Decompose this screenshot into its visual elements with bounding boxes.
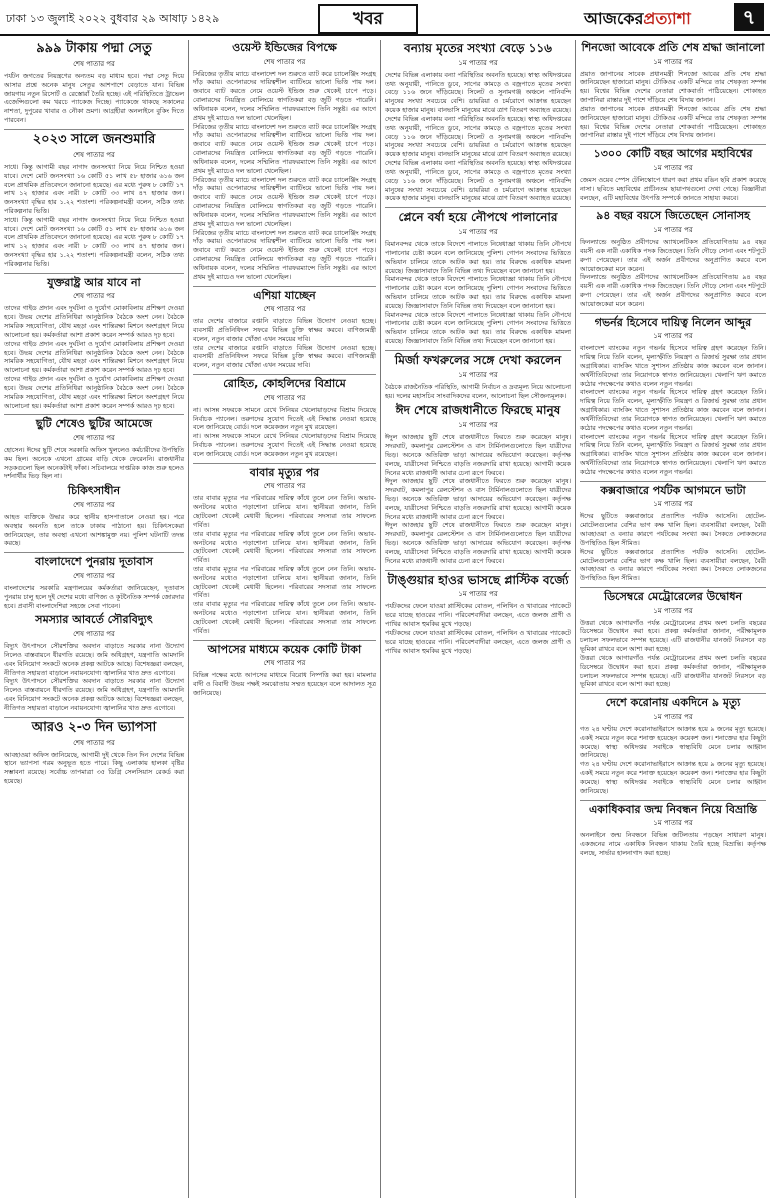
story-body: ঈদুল আজহার ছুটি শেষে রাজধানীতে ফিরতে শুরু করেছেন মানুষ। সদরঘাট, কমলাপুর রেলস্টেশন ও বাস টার্মিনালগুলোতে ছিল যাত্রীদের ভিড়। অনেকে অতিরিক্ত ভাড়া আদায়ের অভিযোগ করেছেন। কর্তৃপক্ষ বলছে, যাত্রীসেবা নিশ্চিতে বাড়তি নজরদারি রাখা হয়েছে। আগামী কয়েক দিনের মধ্যে রাজধানী আবার চেনা রূপে ফিরবে।: [385, 521, 571, 565]
headline: মির্জা ফখরুলের সঙ্গে দেখা করলেন: [394, 352, 562, 367]
story-separator: [580, 313, 766, 314]
byline: শেষ পাতার পর: [263, 305, 306, 314]
story-mirza: [385, 354, 571, 400]
story-body: আহত ব্যক্তিকে উদ্ধার করে স্থানীয় হাসপাতালে নেওয়া হয়। পরে অবস্থার অবনতি হলে তাকে ঢাকায় পাঠানো হয়। চিকিৎসকেরা জানিয়েছেন, তার অবস্থা এখনো আশঙ্কামুক্ত নয়। পুলিশ ঘটনাটি তদন্ত করছে।: [4, 512, 184, 548]
story-body: বিদ্যুৎ উৎপাদনে সৌরশক্তির অবদান বাড়াতে সরকার নানা উদ্যোগ নিলেও বাস্তবায়নে ধীরগতি রয়েছে। জমি অধিগ্রহণ, যন্ত্রপাতি আমদানি এবং বিনিয়োগ সংকটে অনেক প্রকল্প আটকে আছে। বিশেষজ্ঞরা বলছেন, নীতিগত সহায়তা বাড়ালে নবায়নযোগ্য জ্বালানির খাত দ্রুত এগোবে।: [4, 642, 185, 677]
story-body: না। আসন্ন সফরকে সামনে রেখে সিনিয়র খেলোয়াড়দের বিশ্রাম দিয়েছে নির্বাচক প্যানেল। তরুণদের সুযোগ দিতেই এই সিদ্ধান্ত নেওয়া হয়েছে বলে জানিয়েছে বোর্ড। দলে কয়েকজন নতুন মুখ রয়েছেন।: [193, 432, 376, 458]
byline: ১ম পাতার পর: [653, 819, 693, 828]
byline: শেষ পাতার পর: [263, 659, 306, 668]
story-body: ঈদুল আজহার ছুটি শেষে রাজধানীতে ফিরতে শুরু করেছেন মানুষ। সদরঘাট, কমলাপুর রেলস্টেশন ও বাস টার্মিনালগুলোতে ছিল যাত্রীদের ভিড়। অনেকে অতিরিক্ত ভাড়া আদায়ের অভিযোগ করেছেন। কর্তৃপক্ষ বলছে, যাত্রীসেবা নিশ্চিতে বাড়তি নজরদারি রাখা হয়েছে। আগামী কয়েক দিনের মধ্যে রাজধানী আবার চেনা রূপে ফিরবে।: [385, 477, 571, 521]
page-header: [0, 0, 770, 36]
byline: শেষ পাতার পর: [73, 434, 115, 442]
story-body: জেমস ওয়েব স্পেস টেলিস্কোপে ধারণ করা প্রথম রঙিন ছবি প্রকাশ করেছে নাসা। ছবিতে মহাবিশ্বের প্রাচীনতম ছায়াপথগুলো দেখা গেছে। বিজ্ঞানীরা বলছেন, এটি মহাবিশ্বের উৎপত্তি সম্পর্কে জানতে সাহায্য করবে।: [580, 175, 766, 202]
story-rohit: [193, 378, 376, 459]
story-body: সিরিজের তৃতীয় ম্যাচে বাংলাদেশ দল শুরুতে ব্যাট করে চ্যালেঞ্জিং সংগ্রহ দাঁড় করায়। ওপেনারদের দায়িত্বশীল ব্যাটিংয়ে ভালো ভিত্তি পায় দল। জবাবে ব্যাট করতে নেমে ওয়েস্ট ইন্ডিজ শুরু থেকেই চাপে পড়ে। বোলারদের নিয়ন্ত্রিত বোলিংয়ে স্বাগতিকরা বড় জুটি গড়তে পারেনি। অধিনায়ক বলেন, দলের সম্মিলিত পারফরম্যান্সে তিনি সন্তুষ্ট। এর আগে প্রথম দুই ম্যাচেও দল ভালো খেলেছিল।: [193, 175, 376, 228]
headline: ওয়েস্ট ইন্ডিজের বিপক্ষে: [232, 41, 337, 54]
headline: বাবার মৃত্যুর পর: [249, 465, 320, 479]
story-bidyut: [4, 614, 184, 712]
headline: একাধিকবার জন্ম নিবন্ধন নিয়ে বিভ্রান্তি: [588, 802, 758, 816]
headline: ৯৯৯ টাকায় পদ্মা সেতু: [36, 41, 152, 56]
story-separator: [4, 129, 184, 130]
story-body: পর্যটকদের ফেলে যাওয়া প্লাস্টিকের বোতল, পলিথিন ও খাবারের প্যাকেটে ভরে যাচ্ছে হাওরের পানি। পরিবেশবাদীরা বলছেন, এতে জলজ প্রাণী ও পাখির আবাস হুমকির মুখে পড়ছে।: [385, 628, 571, 655]
story-metrorail: [580, 591, 766, 689]
story-eid: [385, 404, 571, 565]
story-plane: [385, 211, 571, 346]
story-body: তার বাবার মৃত্যুর পর পরিবারের দায়িত্ব কাঁধে তুলে নেন তিনি। অভাব-অনটনের মধ্যেও পড়াশোনা চালিয়ে যান। স্থানীয়রা জানান, তিনি ছোটবেলা থেকেই মেধাবী ছিলেন। পরিবারের সদস্যরা তার সাফল্যে গর্বিত।: [193, 600, 376, 635]
story-body: তার দেশের বাজারে রপ্তানি বাড়াতে বিভিন্ন উদ্যোগ নেওয়া হচ্ছে। ব্যবসায়ী প্রতিনিধিদল সফরে বিভিন্ন চুক্তি স্বাক্ষর করবে। বাণিজ্যমন্ত্রী বলেন, নতুন বাজার খোঁজা এখন সময়ের দাবি।: [193, 317, 376, 343]
column-2: [193, 40, 376, 702]
byline: ১ম পাতার পর: [458, 421, 498, 430]
story-separator: [193, 286, 376, 287]
column-divider: [380, 40, 381, 1198]
byline: শেষ পাতার পর: [73, 571, 115, 580]
byline: শেষ পাতার পর: [73, 59, 115, 68]
story-body: ফিনল্যান্ডে অনুষ্ঠিত প্রবীণদের অ্যাথলেটিকস প্রতিযোগিতায় ৯৪ বছর বয়সী এক নারী একাধিক পদক জিতেছেন। তিনি দৌড়ে সোনা এবং শটপুটে রুপা পেয়েছেন। তার এই অর্জন প্রবীণদের অনুপ্রাণিত করবে বলে আয়োজকেরা মনে করেন।: [580, 238, 766, 273]
story-body: না। আসন্ন সফরকে সামনে রেখে সিনিয়র খেলোয়াড়দের বিশ্রাম দিয়েছে নির্বাচক প্যানেল। তরুণদের সুযোগ দিতেই এই সিদ্ধান্ত নেওয়া হয়েছে বলে জানিয়েছে বোর্ড। দলে কয়েকজন নতুন মুখ রয়েছেন।: [193, 405, 376, 432]
story-padma: [4, 42, 184, 125]
story-body: দেশের বিভিন্ন এলাকায় বন্যা পরিস্থিতির অবনতি হয়েছে। স্বাস্থ্য অধিদপ্তরের তথ্য অনুযায়ী, পানিতে ডুবে, সাপের কামড়ে ও বজ্রপাতে মৃতের সংখ্যা বেড়ে ১১৬ জনে দাঁড়িয়েছে। সিলেট ও সুনামগঞ্জ অঞ্চলে পানিবন্দি মানুষের সংখ্যা সবচেয়ে বেশি। ডায়রিয়া ও চর্মরোগে আক্রান্ত হয়েছেন কয়েক হাজার মানুষ। বানভাসি মানুষের মাঝে ত্রাণ বিতরণ অব্যাহত রয়েছে।: [385, 70, 571, 115]
headline: এশিয়া যাচ্ছেন: [253, 288, 316, 302]
story-separator: [4, 717, 184, 718]
byline: শেষ পাতার পর: [73, 500, 115, 509]
story-separator: [580, 800, 766, 801]
story-body: বিমানবন্দর থেকে তাকে বিদেশে পালাতে নিষেধাজ্ঞা থাকায় তিনি নৌপথে পালানোর চেষ্টা করেন বলে জানিয়েছে পুলিশ। গোপন সংবাদের ভিত্তিতে অভিযান চালিয়ে তাকে আটক করা হয়। তার বিরুদ্ধে একাধিক মামলা রয়েছে। জিজ্ঞাসাবাদে তিনি বিভিন্ন তথ্য দিয়েছেন বলে জানানো হয়।: [385, 310, 571, 346]
story-separator: [580, 144, 766, 145]
story-body: প্রয়াত জাপানের সাবেক প্রধানমন্ত্রী শিনজো আবের প্রতি শেষ শ্রদ্ধা জানিয়েছেন হাজারো মানুষ। টোকিওর একটি মন্দিরে তার শেষকৃত্য সম্পন্ন হয়। বিশ্বের বিভিন্ন দেশের নেতারা শোকবার্তা পাঠিয়েছেন। শোকাহত জাপানিরা রাস্তার দুই পাশে দাঁড়িয়ে শেষ বিদায় জানান।: [580, 104, 766, 140]
story-body: তার দেশের বাজারে রপ্তানি বাড়াতে বিভিন্ন উদ্যোগ নেওয়া হচ্ছে। ব্যবসায়ী প্রতিনিধিদল সফরে বিভিন্ন চুক্তি স্বাক্ষর করবে। বাণিজ্যমন্ত্রী বলেন, নতুন বাজার খোঁজা এখন সময়ের দাবি।: [193, 343, 376, 370]
headline: আরও ২-৩ দিন ভ্যাপসা: [31, 719, 157, 735]
story-mahabishwa: [580, 148, 766, 202]
byline: শেষ পাতার পর: [73, 292, 115, 301]
story-body: তার বাবার মৃত্যুর পর পরিবারের দায়িত্ব কাঁধে তুলে নেন তিনি। অভাব-অনটনের মধ্যেও পড়াশোনা চালিয়ে যান। স্থানীয়রা জানান, তিনি ছোটবেলা থেকেই মেধাবী ছিলেন। পরিবারের সদস্যরা তার সাফল্যে গর্বিত।: [193, 529, 376, 565]
column-1: [4, 40, 184, 790]
story-body: সিরিজের তৃতীয় ম্যাচে বাংলাদেশ দল শুরুতে ব্যাট করে চ্যালেঞ্জিং সংগ্রহ দাঁড় করায়। ওপেনারদের দায়িত্বশীল ব্যাটিংয়ে ভালো ভিত্তি পায় দল। জবাবে ব্যাট করতে নেমে ওয়েস্ট ইন্ডিজ শুরু থেকেই চাপে পড়ে। বোলারদের নিয়ন্ত্রিত বোলিংয়ে স্বাগতিকরা বড় জুটি গড়তে পারেনি। অধিনায়ক বলেন, দলের সম্মিলিত পারফরম্যান্সে তিনি সন্তুষ্ট। এর আগে প্রথম দুই ম্যাচেও দল ভালো খেলেছিল।: [193, 122, 376, 175]
story-body: প্রয়াত জাপানের সাবেক প্রধানমন্ত্রী শিনজো আবের প্রতি শেষ শ্রদ্ধা জানিয়েছেন হাজারো মানুষ। টোকিওর একটি মন্দিরে তার শেষকৃত্য সম্পন্ন হয়। বিশ্বের বিভিন্ন দেশের নেতারা শোকবার্তা পাঠিয়েছেন। শোকাহত জাপানিরা রাস্তার দুই পাশে দাঁড়িয়ে শেষ বিদায় জানান।: [580, 69, 766, 105]
byline: ১ম পাতার পর: [458, 370, 498, 379]
story-body: গত ২৪ ঘণ্টায় দেশে করোনাভাইরাসে আক্রান্ত হয়ে ৯ জনের মৃত্যু হয়েছে। একই সময়ে নতুন করে শনাক্ত হয়েছেন কয়েকশ জন। শনাক্তের হার কিছুটা কমেছে। স্বাস্থ্য অধিদপ্তর সবাইকে স্বাস্থ্যবিধি মেনে চলার আহ্বান জানিয়েছে।: [580, 760, 766, 795]
headline: কক্সবাজারে পর্যটক আগমনে ভাটা: [600, 483, 746, 497]
story-shinzo: [580, 42, 766, 140]
story-body: সিরিজের তৃতীয় ম্যাচে বাংলাদেশ দল শুরুতে ব্যাট করে চ্যালেঞ্জিং সংগ্রহ দাঁড় করায়। ওপেনারদের দায়িত্বশীল ব্যাটিংয়ে ভালো ভিত্তি পায় দল। জবাবে ব্যাট করতে নেমে ওয়েস্ট ইন্ডিজ শুরু থেকেই চাপে পড়ে। বোলারদের নিয়ন্ত্রিত বোলিংয়ে স্বাগতিকরা বড় জুটি গড়তে পারেনি। অধিনায়ক বলেন, দলের সম্মিলিত পারফরম্যান্সে তিনি সন্তুষ্ট। এর আগে প্রথম দুই ম্যাচেও দল ভালো খেলেছিল।: [193, 69, 376, 122]
headline: যুক্তরাষ্ট্র আর যাবে না: [47, 275, 141, 289]
story-body: ঈদুল আজহার ছুটি শেষে রাজধানীতে ফিরতে শুরু করেছেন মানুষ। সদরঘাট, কমলাপুর রেলস্টেশন ও বাস টার্মিনালগুলোতে ছিল যাত্রীদের ভিড়। অনেকে অতিরিক্ত ভাড়া আদায়ের অভিযোগ করেছেন। কর্তৃপক্ষ বলছে, যাত্রীসেবা নিশ্চিতে বাড়তি নজরদারি রাখা হয়েছে। আগামী কয়েক দিনের মধ্যে রাজধানী আবার চেনা রূপে ফিরবে।: [385, 433, 571, 477]
byline: ১ম পাতার পর: [653, 163, 693, 172]
story-chhutir: [4, 418, 184, 481]
story-coxbazar: [580, 485, 766, 583]
column-divider: [575, 40, 576, 1198]
story-corona: [580, 697, 766, 795]
story-body: উত্তরা থেকে আগারগাঁও পর্যন্ত মেট্রোরেলের প্রথম অংশ চলতি বছরের ডিসেম্বরে উদ্বোধন করা হবে। প্রকল্প কর্মকর্তারা জানান, পরীক্ষামূলক চলাচল সফলভাবে সম্পন্ন হয়েছে। এটি রাজধানীর যানজট নিরসনে বড় ভূমিকা রাখবে বলে আশা করা হচ্ছে।: [580, 618, 766, 654]
byline: ১ম পাতার পর: [653, 332, 693, 341]
byline: শেষ পাতার পর: [263, 393, 306, 402]
byline: ১ম পাতার পর: [653, 606, 693, 615]
story-body: বৈঠকে রাজনৈতিক পরিস্থিতি, আগামী নির্বাচন ও দ্রব্যমূল্য নিয়ে আলোচনা হয়। দলের মহাসচিব সাংবাদিকদের বলেন, আলোচনা ছিল সৌজন্যমূলক।: [385, 382, 571, 400]
headline: সমস্যার আবর্তে সৌরবিদ্যুৎ: [35, 613, 153, 627]
story-separator: [580, 481, 766, 482]
story-separator: [580, 693, 766, 694]
story-body: অনলাইনে জন্ম নিবন্ধনে বিভিন্ন জটিলতায় পড়ছেন সাধারণ মানুষ। একজনের নামে একাধিক নিবন্ধন থাকায় তৈরি হচ্ছে বিভ্রান্তি। কর্তৃপক্ষ বলছে, সার্ভার হালনাগাদ করা হচ্ছে।: [580, 831, 766, 857]
newspaper-logo: [584, 6, 691, 33]
column-4: [580, 40, 766, 862]
section-title: খবর: [318, 4, 418, 34]
story-flood: [385, 42, 571, 203]
headline: গভর্নর হিসেবে দায়িত্ব নিলেন আব্দুর: [594, 315, 752, 329]
byline: ১ম পাতার পর: [458, 228, 498, 237]
story-body: সাধে। কিন্তু আগামী বছর নাগাদ জনসংখ্যা নিয়ে নিয়ে নিশ্চিত হওয়া যাবে। দেশে মোট জনসংখ্যা ১৬ কোটি ৫১ লাখ ৫৮ হাজার ৬১৬ জন বলে প্রাথমিক প্রতিবেদনে জানানো হয়েছে। এর মধ্যে পুরুষ ৮ কোটি ১৭ লাখ ১২ হাজার এবং নারী ৮ কোটি ৩৩ লাখ ৪৭ হাজার জন। জনসংখ্যা বৃদ্ধির হার ১.২২ শতাংশ। পরিকল্পনামন্ত্রী বলেন, সঠিক তথ্য পরিকল্পনার ভিত্তি।: [4, 215, 184, 268]
story-body: পর্যটকদের ফেলে যাওয়া প্লাস্টিকের বোতল, পলিথিন ও খাবারের প্যাকেটে ভরে যাচ্ছে হাওরের পানি। পরিবেশবাদীরা বলছেন, এতে জলজ প্রাণী ও পাখির আবাস হুমকির মুখে পড়ছে।: [385, 602, 571, 629]
issue-date: ঢাকা ১৩ জুলাই ২০২২ বুধবার ২৯ আষাঢ় ১৪২৯: [6, 12, 220, 25]
headline: চিকিৎসাধীন: [67, 484, 121, 498]
story-separator: [385, 570, 571, 571]
byline: ১ম পাতার পর: [653, 500, 693, 509]
headline: শিনজো আবেকে প্রতি শেষ শ্রদ্ধা জানালো: [581, 41, 765, 54]
story-body: হোসেন। ঈদের ছুটি শেষে সরকারি অফিস খুললেও কর্মচারীদের উপস্থিতি কম ছিল। অনেকে এখনো গ্রামের বাড়ি থেকে ফেরেননি। রাজধানীর সড়কগুলো ছিল অনেকটাই ফাঁকা। সচিবালয়ে দাপ্তরিক কাজ শুরু হলেও দর্শনার্থীর ভিড় ছিল না।: [4, 446, 184, 481]
story-body: তাদের গাইড প্রদান এবং দুর্ঘটনা ও দুর্যোগ মোকাবিলায় প্রশিক্ষণ দেওয়া হবে। উভয় দেশের প্রতিনিধিরা আনুষ্ঠানিক বৈঠকে অংশ নেন। বৈঠকে সামরিক সহযোগিতা, যৌথ মহড়া এবং শান্তিরক্ষা মিশনে অংশগ্রহণ নিয়ে আলোচনা হয়। কর্মকর্তারা আশা প্রকাশ করেন সম্পর্ক আরও দৃঢ় হবে।: [4, 304, 184, 339]
byline: ১ম পাতার পর: [653, 226, 693, 235]
headline: প্লেনে বর্ষা হয়ে নৌপথে পালানোর: [398, 210, 558, 225]
story-body: বিভিন্ন পক্ষের মধ্যে আপসের মাধ্যমে বিরোধ নিষ্পত্তি করা হয়। মামলার বাদী ও বিবাদী উভয় পক্ষই সমঝোতায় সম্মত হয়েছেন বলে আদালত সূত্র জানিয়েছে।: [193, 671, 376, 697]
byline: শেষ পাতার পর: [263, 482, 306, 491]
page-number: ৭: [734, 3, 764, 31]
byline: ১ম পাতার পর: [653, 712, 693, 721]
story-body: বাংলাদেশ ব্যাংকের নতুন গভর্নর হিসেবে দায়িত্ব গ্রহণ করেছেন তিনি। দায়িত্ব নিয়ে তিনি বলেন, মূল্যস্ফীতি নিয়ন্ত্রণ ও রিজার্ভ সুরক্ষা তার প্রধান অগ্রাধিকার। ব্যাংকিং খাতে সুশাসন প্রতিষ্ঠায় কাজ করবেন বলে জানান। অর্থনীতিবিদেরা তার নিয়োগকে স্বাগত জানিয়েছেন। খেলাপি ঋণ কমাতে কঠোর পদক্ষেপের কথাও বলেন নতুন গভর্নর।: [580, 432, 766, 476]
story-body: সাধে। কিন্তু আগামী বছর নাগাদ জনসংখ্যা নিয়ে নিয়ে নিশ্চিত হওয়া যাবে। দেশে মোট জনসংখ্যা ১৬ কোটি ৫১ লাখ ৫৮ হাজার ৬১৬ জন বলে প্রাথমিক প্রতিবেদনে জানানো হয়েছে। এর মধ্যে পুরুষ ৮ কোটি ১৭ লাখ ১২ হাজার এবং নারী ৮ কোটি ৩৩ লাখ ৪৭ হাজার জন। জনসংখ্যা বৃদ্ধির হার ১.২২ শতাংশ। পরিকল্পনামন্ত্রী বলেন, সঠিক তথ্য পরিকল্পনার ভিত্তি।: [4, 162, 184, 215]
story-separator: [4, 414, 184, 415]
byline: শেষ পাতার পর: [263, 57, 306, 66]
header-rule: [0, 34, 770, 36]
headline: ২০২৩ সালে জনশুমারি: [32, 131, 156, 147]
headline: বাংলাদেশে পুনরায় দূতাবাস: [35, 555, 153, 569]
story-apos: [193, 644, 376, 698]
story-babar: [193, 467, 376, 636]
byline: ১ম পাতার পর: [653, 57, 693, 66]
story-asia: [193, 290, 376, 371]
story-body: দেশের বিভিন্ন এলাকায় বন্যা পরিস্থিতির অবনতি হয়েছে। স্বাস্থ্য অধিদপ্তরের তথ্য অনুযায়ী, পানিতে ডুবে, সাপের কামড়ে ও বজ্রপাতে মৃতের সংখ্যা বেড়ে ১১৬ জনে দাঁড়িয়েছে। সিলেট ও সুনামগঞ্জ অঞ্চলে পানিবন্দি মানুষের সংখ্যা সবচেয়ে বেশি। ডায়রিয়া ও চর্মরোগে আক্রান্ত হয়েছেন কয়েক হাজার মানুষ। বানভাসি মানুষের মাঝে ত্রাণ বিতরণ অব্যাহত রয়েছে।: [385, 159, 571, 203]
story-census: [4, 133, 184, 269]
column-divider: [188, 40, 189, 1198]
story-body: বাংলাদেশ ব্যাংকের নতুন গভর্নর হিসেবে দায়িত্ব গ্রহণ করেছেন তিনি। দায়িত্ব নিয়ে তিনি বলেন, মূল্যস্ফীতি নিয়ন্ত্রণ ও রিজার্ভ সুরক্ষা তার প্রধান অগ্রাধিকার। ব্যাংকিং খাতে সুশাসন প্রতিষ্ঠায় কাজ করবেন বলে জানান। অর্থনীতিবিদেরা তার নিয়োগকে স্বাগত জানিয়েছেন। খেলাপি ঋণ কমাতে কঠোর পদক্ষেপের কথাও বলেন নতুন গভর্নর।: [580, 388, 766, 432]
story-vapsa: [4, 721, 184, 786]
story-body: তার বাবার মৃত্যুর পর পরিবারের দায়িত্ব কাঁধে তুলে নেন তিনি। অভাব-অনটনের মধ্যেও পড়াশোনা চালিয়ে যান। স্থানীয়রা জানান, তিনি ছোটবেলা থেকেই মেধাবী ছিলেন। পরিবারের সদস্যরা তার সাফল্যে গর্বিত।: [193, 494, 376, 529]
story-separator: [385, 350, 571, 351]
story-nibondhon: [580, 804, 766, 858]
story-westindies: [193, 42, 376, 282]
story-separator: [4, 552, 184, 553]
story-ambassador: [4, 556, 184, 610]
story-body: ফিনল্যান্ডে অনুষ্ঠিত প্রবীণদের অ্যাথলেটিকস প্রতিযোগিতায় ৯৪ বছর বয়সী এক নারী একাধিক পদক জিতেছেন। তিনি দৌড়ে সোনা এবং শটপুটে রুপা পেয়েছেন। তার এই অর্জন প্রবীণদের অনুপ্রাণিত করবে বলে আয়োজকেরা মনে করেন।: [580, 273, 766, 308]
story-body: তার বাবার মৃত্যুর পর পরিবারের দায়িত্ব কাঁধে তুলে নেন তিনি। অভাব-অনটনের মধ্যেও পড়াশোনা চালিয়ে যান। স্থানীয়রা জানান, তিনি ছোটবেলা থেকেই মেধাবী ছিলেন। পরিবারের সদস্যরা তার সাফল্যে গর্বিত।: [193, 565, 376, 600]
headline: ঈদ শেষে রাজধানীতে ফিরছে মানুষ: [395, 403, 561, 418]
story-army: [4, 277, 184, 411]
story-sonasah: [580, 210, 766, 308]
story-body: বাংলাদেশের সরকারি মন্ত্রণালয়ের কর্মকর্তারা জানিয়েছেন, দূতাবাস পুনরায় চালু হলে দুই দেশের মধ্যে বাণিজ্য ও কূটনৈতিক সম্পর্ক জোরদার হবে। প্রবাসী বাংলাদেশিরা সহজে সেবা পাবেন।: [4, 583, 184, 610]
story-body: আবহাওয়া অফিস জানিয়েছে, আগামী দুই থেকে তিন দিন দেশের বিভিন্ন স্থানে ভ্যাপসা গরম অনুভূত হতে পারে। কিছু এলাকায় হালকা বৃষ্টির সম্ভাবনা রয়েছে। সর্বোচ্চ তাপমাত্রা ৩৫ ডিগ্রি সেলসিয়াস রেকর্ড করা হয়েছে।: [4, 750, 184, 786]
headline: টাঙ্গুয়ার হাওর ভাসছে প্লাস্টিক বর্জ্যে: [387, 572, 569, 587]
headline: রোহিত, কোহলিদের বিশ্রামে: [223, 377, 346, 391]
story-body: বিদ্যুৎ উৎপাদনে সৌরশক্তির অবদান বাড়াতে সরকার নানা উদ্যোগ নিলেও বাস্তবায়নে ধীরগতি রয়েছে। জমি অধিগ্রহণ, যন্ত্রপাতি আমদানি এবং বিনিয়োগ সংকটে অনেক প্রকল্প আটকে আছে। বিশেষজ্ঞরা বলছেন, নীতিগত সহায়তা বাড়ালে নবায়নযোগ্য জ্বালানির খাত দ্রুত এগোবে।: [4, 677, 185, 712]
story-body: ঈদের ছুটিতে কক্সবাজারে প্রত্যাশিত পর্যটক আসেনি। হোটেল-মোটেলগুলোর বেশির ভাগ কক্ষ খালি ছিল। ব্যবসায়ীরা বলছেন, বৈরী আবহাওয়া ও বন্যার কারণে পর্যটকের সংখ্যা কম। সৈকতে লোকজনের উপস্থিতিও ছিল সীমিত।: [580, 512, 766, 547]
story-separator: [193, 463, 376, 464]
story-chikitsa: [4, 485, 184, 548]
story-body: বাংলাদেশ ব্যাংকের নতুন গভর্নর হিসেবে দায়িত্ব গ্রহণ করেছেন তিনি। দায়িত্ব নিয়ে তিনি বলেন, মূল্যস্ফীতি নিয়ন্ত্রণ ও রিজার্ভ সুরক্ষা তার প্রধান অগ্রাধিকার। ব্যাংকিং খাতে সুশাসন প্রতিষ্ঠায় কাজ করবেন বলে জানান। অর্থনীতিবিদেরা তার নিয়োগকে স্বাগত জানিয়েছেন। খেলাপি ঋণ কমাতে কঠোর পদক্ষেপের কথাও বলেন নতুন গভর্নর।: [580, 344, 766, 388]
story-body: তাদের গাইড প্রদান এবং দুর্ঘটনা ও দুর্যোগ মোকাবিলায় প্রশিক্ষণ দেওয়া হবে। উভয় দেশের প্রতিনিধিরা আনুষ্ঠানিক বৈঠকে অংশ নেন। বৈঠকে সামরিক সহযোগিতা, যৌথ মহড়া এবং শান্তিরক্ষা মিশনে অংশগ্রহণ নিয়ে আলোচনা হয়। কর্মকর্তারা আশা প্রকাশ করেন সম্পর্ক আরও দৃঢ় হবে।: [4, 339, 184, 375]
byline: ১ম পাতার পর: [458, 590, 498, 599]
story-body: বিমানবন্দর থেকে তাকে বিদেশে পালাতে নিষেধাজ্ঞা থাকায় তিনি নৌপথে পালানোর চেষ্টা করেন বলে জানিয়েছে পুলিশ। গোপন সংবাদের ভিত্তিতে অভিযান চালিয়ে তাকে আটক করা হয়। তার বিরুদ্ধে একাধিক মামলা রয়েছে। জিজ্ঞাসাবাদে তিনি বিভিন্ন তথ্য দিয়েছেন বলে জানানো হয়।: [385, 240, 571, 275]
story-separator: [580, 587, 766, 588]
headline: ১৩০০ কোটি বছর আগের মহাবিশ্বের: [593, 147, 753, 161]
column-3: [385, 40, 571, 659]
byline: ১ম পাতার পর: [458, 58, 498, 67]
headline: দেশে করোনায় একদিনে ৯ মৃত্যু: [605, 696, 741, 710]
byline: শেষ পাতার পর: [73, 150, 115, 159]
story-governor: [580, 317, 766, 477]
story-separator: [385, 207, 571, 208]
story-separator: [193, 640, 376, 641]
byline: শেষ পাতার পর: [73, 630, 115, 639]
story-body: দেশের বিভিন্ন এলাকায় বন্যা পরিস্থিতির অবনতি হয়েছে। স্বাস্থ্য অধিদপ্তরের তথ্য অনুযায়ী, পানিতে ডুবে, সাপের কামড়ে ও বজ্রপাতে মৃতের সংখ্যা বেড়ে ১১৬ জনে দাঁড়িয়েছে। সিলেট ও সুনামগঞ্জ অঞ্চলে পানিবন্দি মানুষের সংখ্যা সবচেয়ে বেশি। ডায়রিয়া ও চর্মরোগে আক্রান্ত হয়েছেন কয়েক হাজার মানুষ। বানভাসি মানুষের মাঝে ত্রাণ বিতরণ অব্যাহত রয়েছে।: [385, 114, 571, 159]
story-separator: [4, 273, 184, 274]
story-tanguar: [385, 574, 571, 656]
story-body: সিরিজের তৃতীয় ম্যাচে বাংলাদেশ দল শুরুতে ব্যাট করে চ্যালেঞ্জিং সংগ্রহ দাঁড় করায়। ওপেনারদের দায়িত্বশীল ব্যাটিংয়ে ভালো ভিত্তি পায় দল। জবাবে ব্যাট করতে নেমে ওয়েস্ট ইন্ডিজ শুরু থেকেই চাপে পড়ে। বোলারদের নিয়ন্ত্রিত বোলিংয়ে স্বাগতিকরা বড় জুটি গড়তে পারেনি। অধিনায়ক বলেন, দলের সম্মিলিত পারফরম্যান্সে তিনি সন্তুষ্ট। এর আগে প্রথম দুই ম্যাচেও দল ভালো খেলেছিল।: [193, 228, 376, 281]
byline: শেষ পাতার পর: [73, 738, 115, 747]
headline: ছুটি শেষেও ছুটির আমেজে: [35, 417, 153, 431]
story-body: গত ২৪ ঘণ্টায় দেশে করোনাভাইরাসে আক্রান্ত হয়ে ৯ জনের মৃত্যু হয়েছে। একই সময়ে নতুন করে শনাক্ত হয়েছেন কয়েকশ জন। শনাক্তের হার কিছুটা কমেছে। স্বাস্থ্য অধিদপ্তর সবাইকে স্বাস্থ্যবিধি মেনে চলার আহ্বান জানিয়েছে।: [580, 724, 766, 760]
story-body: বিমানবন্দর থেকে তাকে বিদেশে পালাতে নিষেধাজ্ঞা থাকায় তিনি নৌপথে পালানোর চেষ্টা করেন বলে জানিয়েছে পুলিশ। গোপন সংবাদের ভিত্তিতে অভিযান চালিয়ে তাকে আটক করা হয়। তার বিরুদ্ধে একাধিক মামলা রয়েছে। জিজ্ঞাসাবাদে তিনি বিভিন্ন তথ্য দিয়েছেন বলে জানানো হয়।: [385, 275, 571, 310]
headline: ডিসেম্বরে মেট্রোরেলের উদ্বোধন: [603, 589, 743, 603]
headline: ৯৪ বছর বয়সে জিতেছেন সোনাসহ: [596, 209, 750, 223]
headline: আপসের মাধ্যমে কয়েক কোটি টাকা: [207, 642, 362, 656]
brand-part2: প্রত্যাশা: [643, 9, 691, 28]
story-separator: [580, 206, 766, 207]
brand-part1: আজকের: [584, 9, 644, 28]
story-body: তাদের গাইড প্রদান এবং দুর্ঘটনা ও দুর্যোগ মোকাবিলায় প্রশিক্ষণ দেওয়া হবে। উভয় দেশের প্রতিনিধিরা আনুষ্ঠানিক বৈঠকে অংশ নেন। বৈঠকে সামরিক সহযোগিতা, যৌথ মহড়া এবং শান্তিরক্ষা মিশনে অংশগ্রহণ নিয়ে আলোচনা হয়। কর্মকর্তারা আশা প্রকাশ করেন সম্পর্ক আরও দৃঢ় হবে।: [4, 375, 184, 410]
story-body: পর্যটন জগতের নিয়ন্ত্রণের অন্যতম বড় মাধ্যম হবে। পদ্মা সেতু দিয়ে আসার প্রশ্নে অনেক মানুষ সেতুর আশপাশে বেড়াতে যান। বিভিন্ন জায়গায় নতুন রিসোর্ট ও রেস্তোরাঁ তৈরি হচ্ছে। এই পরিস্থিতিতে ট্রাভেল এজেন্সিগুলো কম খরচে প্যাকেজ দিচ্ছে। প্যাকেজে থাকছে সকালের নাশতা, দুপুরের খাবার ও নৌকা ভ্রমণ। আগ্রহীরা অনলাইনে বুকিং দিতে পারবেন।: [4, 71, 184, 125]
headline: বন্যায় মৃতের সংখ্যা বেড়ে ১১৬: [404, 41, 552, 55]
story-body: ঈদের ছুটিতে কক্সবাজারে প্রত্যাশিত পর্যটক আসেনি। হোটেল-মোটেলগুলোর বেশির ভাগ কক্ষ খালি ছিল। ব্যবসায়ীরা বলছেন, বৈরী আবহাওয়া ও বন্যার কারণে পর্যটকের সংখ্যা কম। সৈকতে লোকজনের উপস্থিতিও ছিল সীমিত।: [580, 547, 766, 583]
story-body: উত্তরা থেকে আগারগাঁও পর্যন্ত মেট্রোরেলের প্রথম অংশ চলতি বছরের ডিসেম্বরে উদ্বোধন করা হবে। প্রকল্প কর্মকর্তারা জানান, পরীক্ষামূলক চলাচল সফলভাবে সম্পন্ন হয়েছে। এটি রাজধানীর যানজট নিরসনে বড় ভূমিকা রাখবে বলে আশা করা হচ্ছে।: [580, 653, 766, 689]
story-separator: [193, 374, 376, 375]
